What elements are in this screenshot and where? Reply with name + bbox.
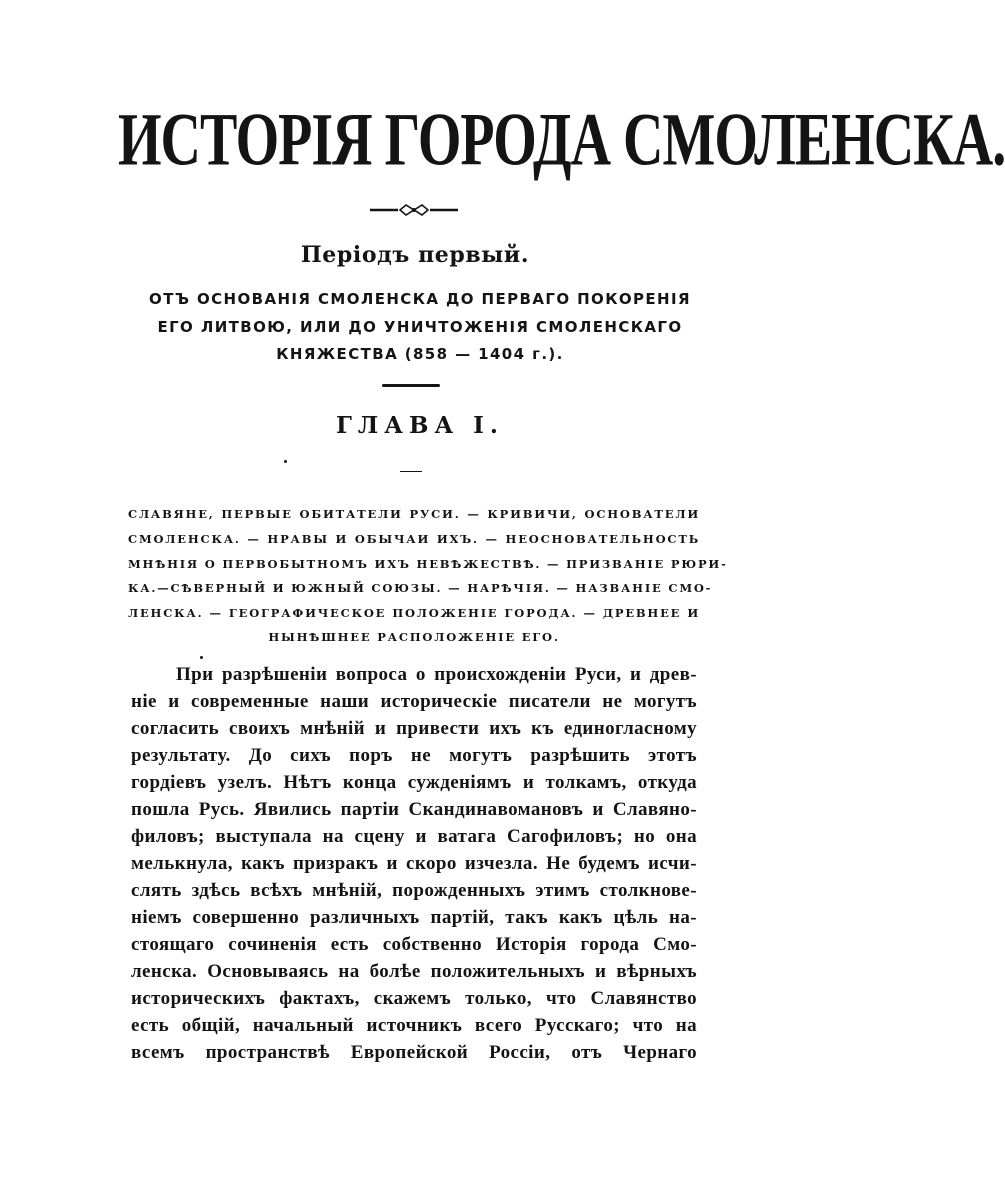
chapter-summary-line: СЛАВЯНЕ, ПЕРВЫЕ ОБИТАТЕЛИ РУСИ. — КРИВИЧИ, ОСНОВАТЕЛИ [128, 507, 700, 521]
body-text-line: историческихъ фактахъ, скажемъ только, что Славянство [131, 988, 697, 1009]
body-text-line: мелькнула, какъ призракъ и скоро изчезла. Не будемъ исчи- [131, 853, 697, 874]
period-heading: Періодъ первый. [300, 242, 530, 268]
chapter-summary-line: МНѢНІЯ О ПЕРВОБЫТНОМЪ ИХЪ НЕВѢЖЕСТВѢ. — ПРИЗВАНІЕ РЮРИ- [128, 557, 728, 571]
body-text-line: филовъ; выступала на сцену и ватага Сагофиловъ; но она [131, 826, 697, 847]
ink-speck [200, 656, 203, 659]
body-text-line: всемъ пространствѣ Европейской Россіи, отъ Чернаго [131, 1042, 697, 1063]
chapter-summary-line: КА.—СѢВЕРНЫЙ И ЮЖНЫЙ СОЮЗЫ. — НАРѢЧІЯ. — НАЗВАНІЕ СМО- [128, 581, 713, 595]
ornament-divider [370, 200, 458, 220]
subtitle-line: ОТЪ ОСНОВАНІЯ СМОЛЕНСКА ДО ПЕРВАГО ПОКОРЕНІЯ [149, 290, 691, 308]
body-text-line: есть общій, начальный источникъ всего Русскаго; что на [131, 1015, 697, 1036]
chapter-summary-line: ЛЕНСКА. — ГЕОГРАФИЧЕСКОЕ ПОЛОЖЕНІЕ ГОРОДА. — ДРЕВНЕЕ И [128, 606, 700, 620]
book-title: ИСТОРІЯ ГОРОДА СМОЛЕНСКА. [118, 98, 1005, 182]
body-text-line: результату. До сихъ поръ не могутъ разрѣшить этотъ [131, 745, 697, 766]
body-text-line: ніемъ совершенно различныхъ партій, такъ какъ цѣль на- [131, 907, 697, 928]
subtitle-line: КНЯЖЕСТВА (858 — 1404 г.). [276, 345, 564, 363]
body-text-line: согласить своихъ мнѣній и привести ихъ къ единогласному [131, 718, 697, 739]
body-text-line: пошла Русь. Явились партіи Скандинавомановъ и Славяно- [131, 799, 697, 820]
body-text-line: ленска. Основываясь на болѣе положительныхъ и вѣрныхъ [131, 961, 697, 982]
body-text-line: гордіевъ узелъ. Нѣтъ конца сужденіямъ и толкамъ, откуда [131, 772, 697, 793]
chapter-summary-line: СМОЛЕНСКА. — НРАВЫ И ОБЫЧАИ ИХЪ. — НЕОСНОВАТЕЛЬНОСТЬ [128, 532, 700, 546]
chapter-heading: ГЛАВА І. [336, 412, 504, 439]
body-text-line: ніе и современные наши историческіе писатели не могутъ [131, 691, 697, 712]
subtitle-line: ЕГО ЛИТВОЮ, ИЛИ ДО УНИЧТОЖЕНІЯ СМОЛЕНСКАГО [157, 318, 683, 336]
chapter-rule [400, 471, 422, 472]
section-rule [382, 384, 440, 387]
ink-speck [284, 460, 287, 463]
chapter-summary-line: НЫНѢШНЕЕ РАСПОЛОЖЕНІЕ ЕГО. [268, 630, 560, 644]
body-text-line: слять здѣсь всѣхъ мнѣній, порожденныхъ этимъ столкнове- [131, 880, 697, 901]
body-text-line: При разрѣшеніи вопроса о происхожденіи Руси, и древ- [176, 664, 697, 685]
body-text-line: стоящаго сочиненія есть собственно Исторія города Смо- [131, 934, 697, 955]
